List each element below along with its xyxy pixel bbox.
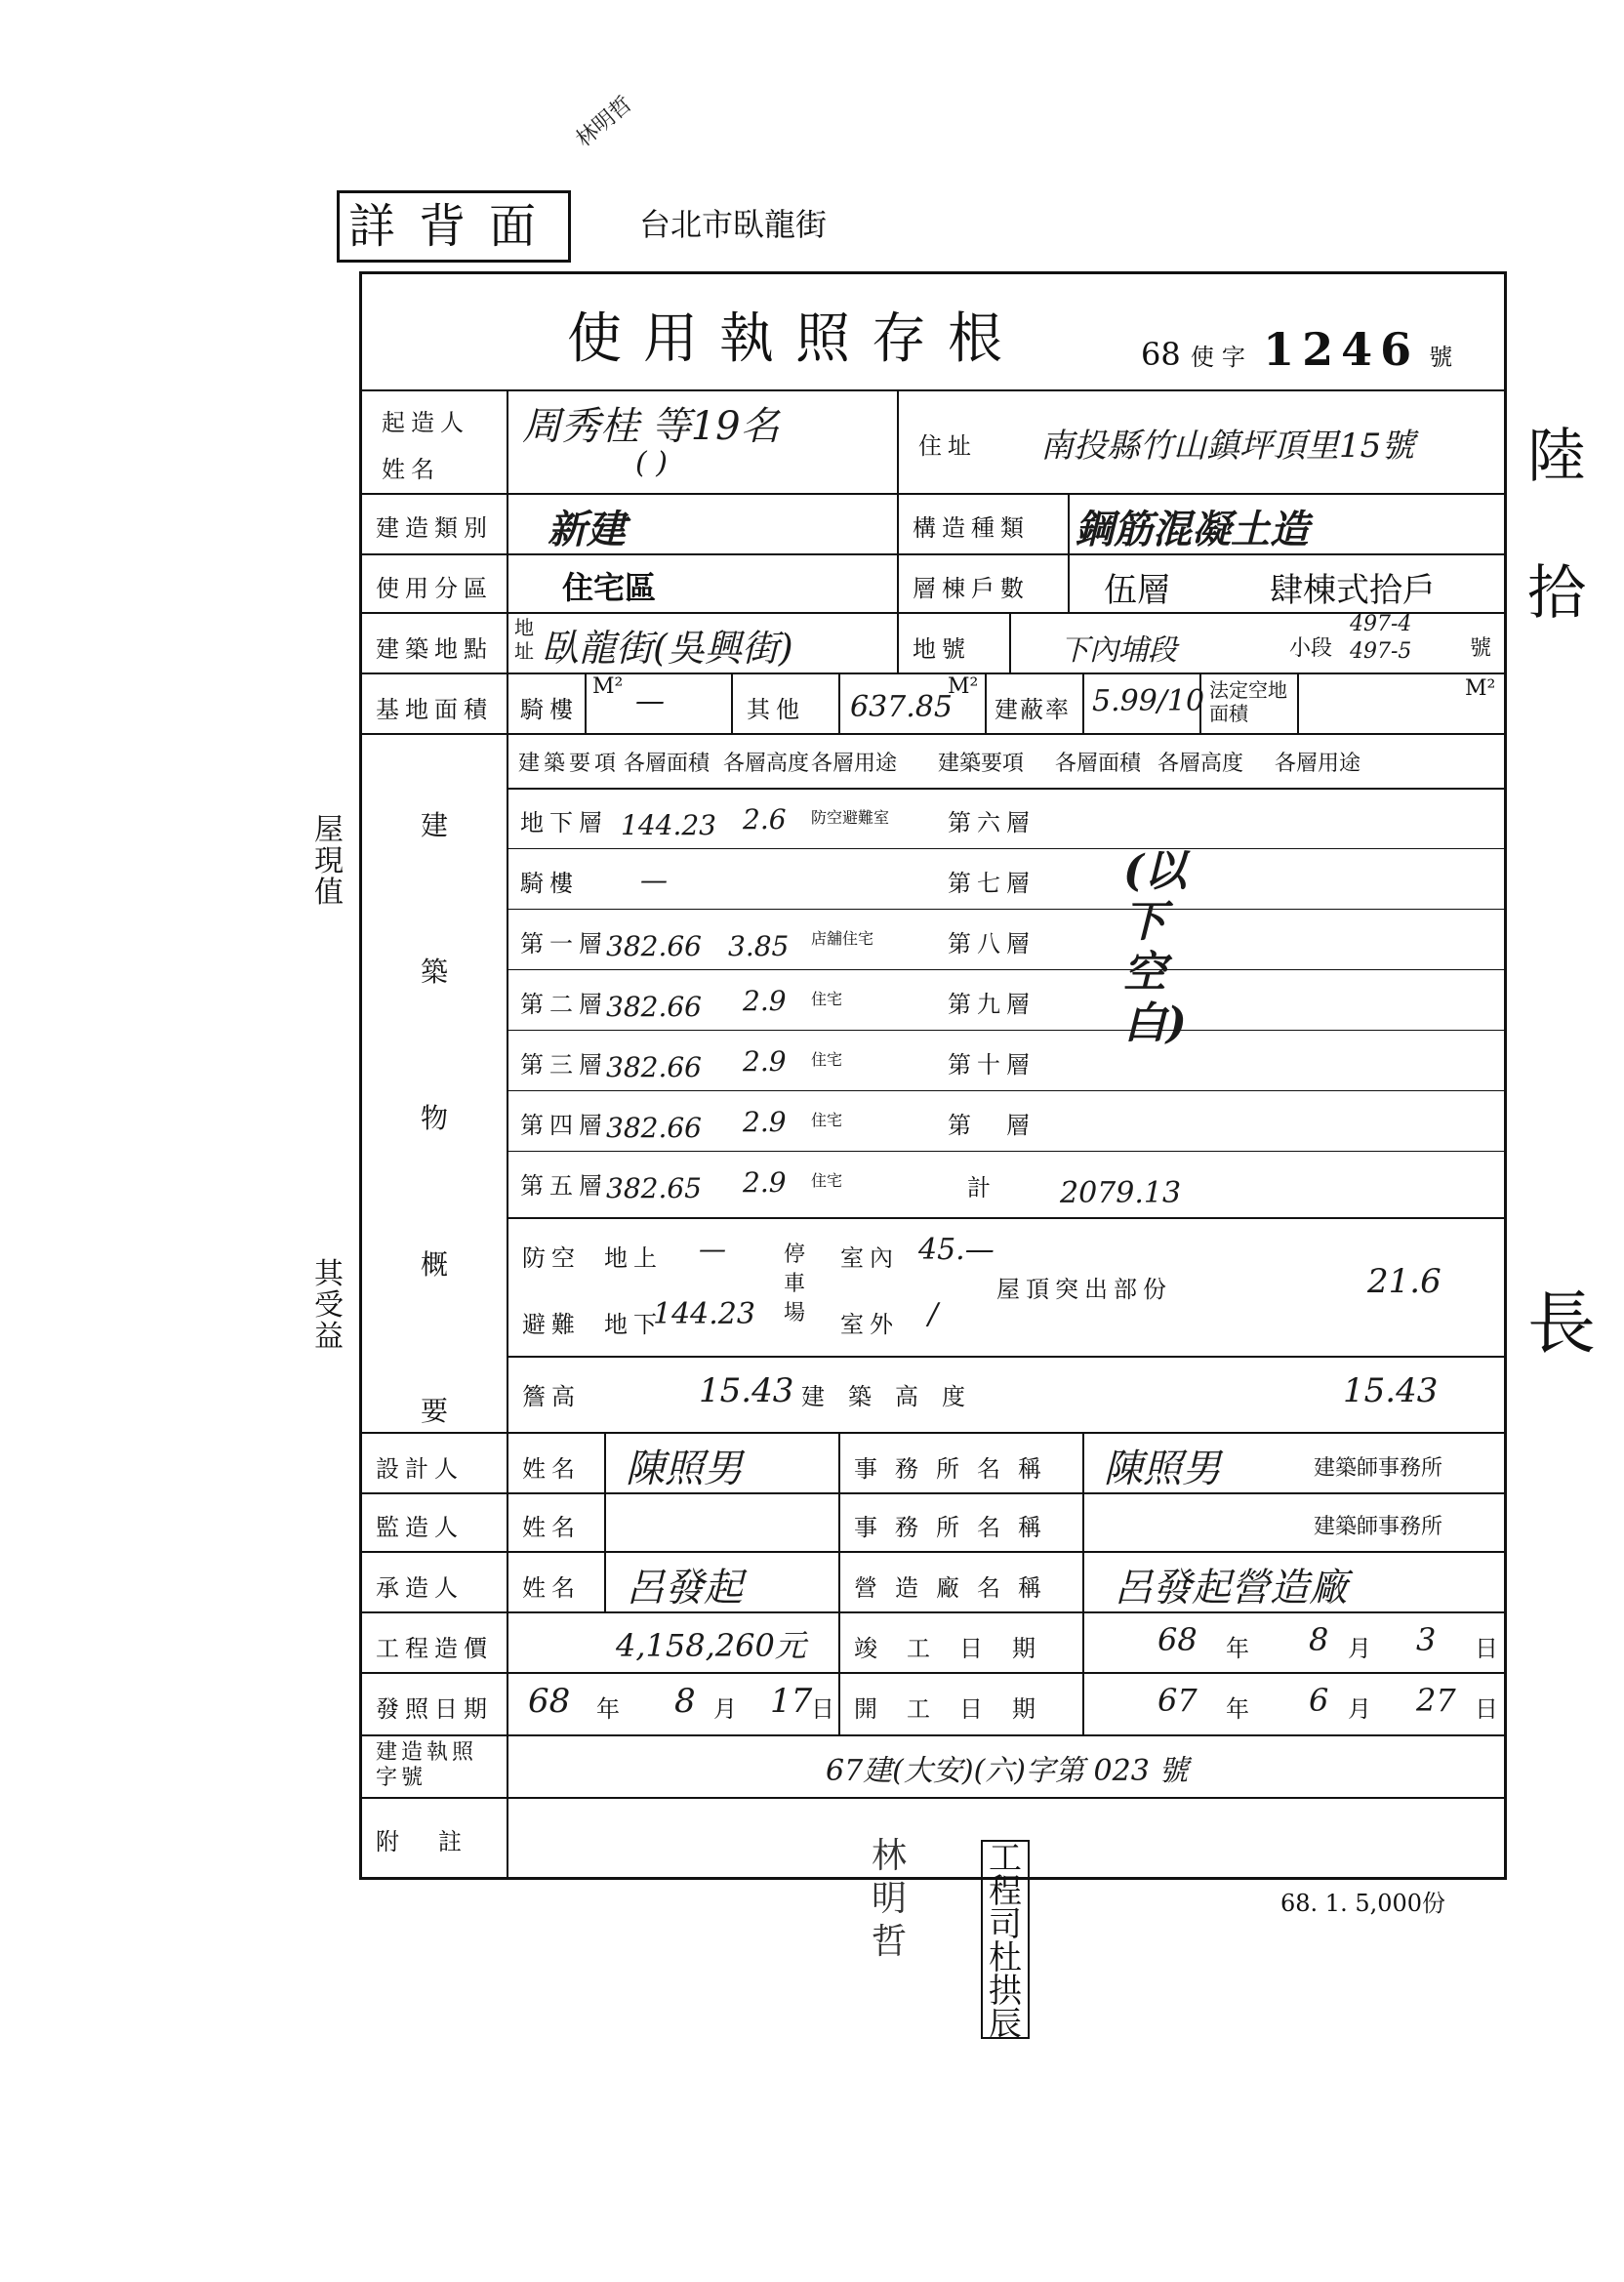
- floor-area: 382.66: [606, 930, 702, 962]
- stamp-name-top: 林明哲: [571, 92, 637, 152]
- building-height-label: 建築高度: [801, 1383, 989, 1410]
- form-title-row: [362, 274, 1504, 391]
- header-height-right: 各層高度: [1157, 752, 1244, 776]
- lot-number-1: 497-4: [1350, 612, 1412, 636]
- supervisor-name-label: 姓名: [522, 1514, 581, 1541]
- use-zone-row: [362, 553, 1504, 614]
- lot-number-2: 497-5: [1350, 639, 1412, 664]
- site-address-prefix: 地址: [514, 616, 534, 663]
- permit-number: 67建(大安)(六)字第 023 號: [826, 1754, 1189, 1788]
- supervisor-label: 監造人: [376, 1514, 464, 1541]
- building-summary-block: [362, 733, 1504, 1434]
- builder-name-extra: ( ): [635, 446, 668, 480]
- header-area-right: 各層面積: [1055, 752, 1142, 776]
- floor-rows: [508, 788, 1504, 1217]
- header-area-left: 各層面積: [624, 752, 710, 776]
- start-month: 6: [1309, 1682, 1329, 1719]
- floor-use: 住宅: [811, 990, 843, 1008]
- total-area: 2079.13: [1060, 1176, 1182, 1210]
- builder-address: 南投縣竹山鎮坪頂里15號: [1040, 427, 1415, 466]
- floor-name: 騎樓: [520, 870, 579, 897]
- header-item-right: 建築要項: [938, 752, 1025, 776]
- building-height: 15.43: [1343, 1371, 1439, 1410]
- designer-office-label: 事務所名稱: [854, 1455, 1059, 1483]
- issue-date-label: 發照日期: [376, 1695, 493, 1723]
- designer-office: 陳照男: [1104, 1447, 1221, 1491]
- build-type-value: 新建: [548, 507, 626, 552]
- parking-outdoor-value: /: [928, 1297, 939, 1331]
- build-type-row: [362, 493, 1504, 555]
- eaves-label: 簷高: [522, 1383, 581, 1410]
- floor-use: 住宅: [811, 1171, 843, 1190]
- builder-label: 起造人: [382, 409, 469, 436]
- floor-row: [508, 848, 1504, 910]
- eaves-row: [508, 1354, 1504, 1432]
- floor-row: [508, 1030, 1504, 1091]
- building-summary-label: 建築物概要: [421, 809, 449, 1427]
- finish-date-label: 竣工日期: [854, 1635, 1065, 1662]
- usage-license-form: [359, 271, 1507, 1880]
- seal-engineer: 工程司杜拱辰: [981, 1840, 1030, 2039]
- floor-height: 2.9: [743, 1045, 787, 1078]
- builder-name: 周秀桂 等19名: [522, 404, 780, 449]
- floor-row: [508, 1151, 1504, 1218]
- floor-area: 144.23: [621, 809, 716, 841]
- floor-use: 住宅: [811, 1111, 843, 1129]
- issue-month: 8: [674, 1682, 696, 1721]
- parking-indoor-value: 45.—: [918, 1233, 995, 1267]
- floor-use: 住宅: [811, 1050, 843, 1069]
- city-street-heading: 台北市臥龍街: [639, 206, 828, 243]
- designer-row: [362, 1432, 1504, 1494]
- doc-number-year: 68: [1141, 336, 1181, 373]
- floor-area: 382.66: [606, 1112, 702, 1144]
- floors-value: 伍層: [1104, 571, 1170, 610]
- shelter-label-a: 防空: [522, 1244, 581, 1272]
- open-space-label: 法定空地面積: [1209, 678, 1287, 725]
- floor-row: [508, 969, 1504, 1031]
- supervisor-office-label: 事務所名稱: [854, 1514, 1059, 1541]
- site-area-label: 基地面積: [376, 696, 493, 723]
- parking-indoor-label: 室內: [840, 1244, 899, 1272]
- finish-month-unit: 月: [1348, 1635, 1377, 1662]
- floors-units-label: 層棟戶數: [913, 575, 1030, 602]
- header-use-left: 各層用途: [811, 752, 898, 776]
- cost-row: [362, 1611, 1504, 1674]
- upper-floor-name: 第十層: [948, 1051, 1035, 1079]
- upper-floor-name: 第八層: [948, 930, 1035, 958]
- permit-number-row: [362, 1734, 1504, 1799]
- designer-name: 陳照男: [626, 1447, 743, 1491]
- parking-label: 停車場: [784, 1243, 806, 1325]
- other-label: 其他: [747, 696, 805, 723]
- floor-area: 382.66: [606, 991, 702, 1023]
- floor-height: 2.9: [743, 1166, 787, 1199]
- floor-name: 第五層: [520, 1172, 608, 1200]
- supervisor-row: [362, 1492, 1504, 1553]
- lot-label: 地號: [913, 635, 971, 663]
- coverage-value: 5.99/10: [1092, 684, 1205, 718]
- arcade-unit: M²: [592, 674, 624, 699]
- floor-name: 地下層: [520, 809, 608, 836]
- start-year-unit: 年: [1226, 1695, 1255, 1723]
- shelter-below-label: 地下: [604, 1311, 663, 1338]
- site-area-row: [362, 672, 1504, 735]
- floor-height: 2.6: [743, 803, 787, 835]
- contractor-factory-label: 營造廠名稱: [854, 1574, 1059, 1602]
- floor-area: 382.66: [606, 1051, 702, 1083]
- floor-height: 3.85: [728, 930, 790, 962]
- builder-row: [362, 389, 1504, 495]
- roof-label: 屋頂突出部份: [996, 1276, 1172, 1303]
- lot-suffix: 號: [1470, 636, 1492, 661]
- roof-value: 21.6: [1367, 1262, 1441, 1301]
- notes-label: 附註: [376, 1828, 501, 1855]
- start-month-unit: 月: [1348, 1695, 1377, 1723]
- designer-office-suffix: 建築師事務所: [1314, 1456, 1443, 1481]
- arcade-label: 騎樓: [520, 696, 579, 723]
- doc-number-prefix: 使字: [1190, 344, 1253, 371]
- upper-floor-name: 第 層: [948, 1112, 1035, 1139]
- eaves-height: 15.43: [699, 1371, 794, 1410]
- floor-name: 第三層: [520, 1051, 608, 1079]
- floor-area: 382.65: [606, 1172, 702, 1204]
- shelter-below-value: 144.23: [653, 1297, 755, 1331]
- floor-row: [508, 909, 1504, 970]
- permit-number-label: 建造執照字號: [376, 1740, 478, 1790]
- doc-number-suffix: 號: [1429, 344, 1453, 371]
- header-use-right: 各層用途: [1275, 752, 1361, 776]
- cost-label: 工程造價: [376, 1635, 493, 1662]
- use-zone-value: 住宅區: [562, 569, 657, 606]
- margin-note-1: 屋現值: [314, 813, 344, 910]
- shelter-label-b: 避難: [522, 1311, 581, 1338]
- designer-label: 設計人: [376, 1455, 464, 1483]
- blank-below-note: (以下空白): [1123, 846, 1187, 1048]
- issue-day-unit: 日: [811, 1695, 840, 1723]
- issue-year-unit: 年: [596, 1695, 626, 1723]
- floor-row: [508, 1090, 1504, 1152]
- floor-name: 第一層: [520, 930, 608, 958]
- start-day: 27: [1416, 1682, 1456, 1719]
- shelter-above-value: —: [699, 1233, 726, 1265]
- floor-name: 第四層: [520, 1112, 608, 1139]
- coverage-label: 建蔽率: [995, 696, 1071, 723]
- use-zone-label: 使用分區: [376, 575, 493, 602]
- build-type-label: 建造類別: [376, 514, 493, 542]
- upper-floor-name: 第六層: [948, 809, 1035, 836]
- cost-value: 4,158,260元: [616, 1627, 806, 1664]
- floor-height: 2.9: [743, 985, 787, 1017]
- site-address: 臥龍街(吳興街): [542, 627, 793, 670]
- contractor-factory: 呂發起營造廠: [1114, 1566, 1348, 1610]
- floor-area: —: [640, 864, 668, 896]
- start-year: 67: [1157, 1682, 1198, 1719]
- start-date-label: 開工日期: [854, 1695, 1065, 1723]
- shelter-above-label: 地上: [604, 1244, 663, 1272]
- other-area: 637.85: [850, 690, 953, 724]
- floor-row: [508, 788, 1504, 849]
- margin-right-char-3: 長: [1527, 1284, 1596, 1364]
- issue-year: 68: [528, 1682, 571, 1721]
- start-day-unit: 日: [1475, 1695, 1504, 1723]
- finish-month: 8: [1309, 1621, 1329, 1658]
- margin-note-2: 其受益: [314, 1257, 344, 1354]
- upper-floor-name: 第七層: [948, 870, 1035, 897]
- supervisor-office-suffix: 建築師事務所: [1314, 1515, 1443, 1539]
- building-table-header: [508, 733, 1504, 790]
- arcade-area: —: [635, 684, 665, 718]
- floor-use: 防空避難室: [811, 808, 890, 827]
- margin-right-char-2: 拾: [1527, 559, 1586, 628]
- finish-year-unit: 年: [1226, 1635, 1255, 1662]
- finish-day-unit: 日: [1475, 1635, 1504, 1662]
- contractor-name-label: 姓名: [522, 1574, 581, 1602]
- designer-name-label: 姓名: [522, 1455, 581, 1483]
- floor-use: 店舖住宅: [811, 929, 874, 948]
- structure-type-label: 構造種類: [913, 514, 1030, 542]
- other-unit: M²: [948, 674, 979, 699]
- margin-right-char-1: 陸: [1527, 423, 1586, 491]
- header-height-left: 各層高度: [723, 752, 810, 776]
- builder-name-label: 姓名: [382, 456, 440, 483]
- back-detail-box-label: 詳背面: [337, 190, 571, 263]
- doc-number: [1141, 323, 1452, 376]
- upper-floor-name: 第九層: [948, 991, 1035, 1018]
- total-label: 計: [967, 1174, 996, 1202]
- issue-day: 17: [770, 1682, 813, 1721]
- structure-type-value: 鋼筋混凝土造: [1075, 507, 1309, 552]
- print-run-note: 68. 1. 5,000份: [1280, 1890, 1446, 1917]
- small-section-label: 小段: [1289, 636, 1333, 661]
- builder-address-label: 住址: [918, 432, 977, 460]
- issue-date-row: [362, 1672, 1504, 1736]
- notes-row: [362, 1797, 1504, 1877]
- units-value: 肆棟式拾戶: [1270, 571, 1436, 610]
- floor-name: 第二層: [520, 991, 608, 1018]
- finish-year: 68: [1157, 1621, 1198, 1658]
- contractor-row: [362, 1551, 1504, 1613]
- site-label: 建築地點: [376, 635, 493, 663]
- contractor-label: 承造人: [376, 1574, 464, 1602]
- issue-month-unit: 月: [713, 1695, 743, 1723]
- doc-number-value: 1246: [1263, 323, 1420, 376]
- header-item-left: 建築要項: [518, 752, 621, 776]
- contractor-name: 呂發起: [626, 1566, 743, 1610]
- open-space-unit: M²: [1465, 676, 1496, 701]
- seal-name-1: 林明哲: [872, 1836, 908, 1962]
- parking-outdoor-label: 室外: [840, 1311, 899, 1338]
- form-title: 使用執照存根: [567, 307, 1024, 371]
- lot-section: 下內埔段: [1060, 633, 1177, 668]
- shelter-parking-section: [508, 1217, 1504, 1358]
- floor-height: 2.9: [743, 1106, 787, 1138]
- finish-day: 3: [1416, 1621, 1437, 1658]
- site-row: [362, 612, 1504, 674]
